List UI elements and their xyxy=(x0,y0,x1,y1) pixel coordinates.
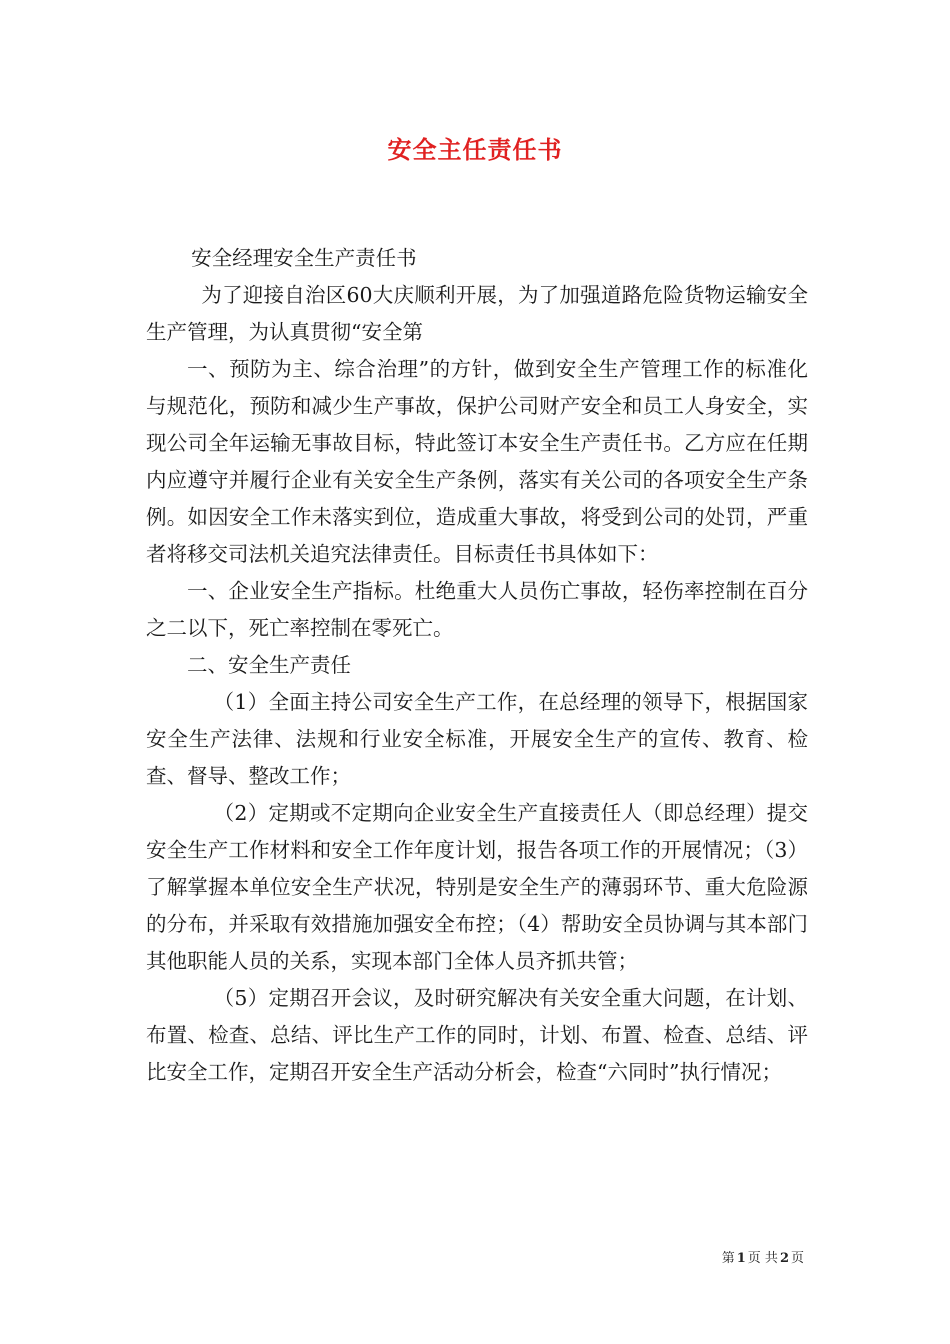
paragraph-item-1: （1）全面主持公司安全生产工作，在总经理的领导下，根据国家安全生产法律、法规和行业安全标准，开展安全生产的宣传、教育、检查、督导、整改工作； xyxy=(146,690,808,788)
paragraph-indicators: 一、企业安全生产指标。杜绝重大人员伤亡事故，轻伤率控制在百分之二以下，死亡率控制在零死亡。 xyxy=(146,579,808,640)
document-title: 安全主任责任书 xyxy=(387,135,563,164)
paragraph-intro: 为了迎接自治区60大庆顺利开展，为了加强道路危险货物运输安全生产管理，为认真贯彻“安全第 xyxy=(146,283,808,344)
paragraph-responsibility-heading: 二、安全生产责任 xyxy=(187,653,351,677)
footer-current-page: 1 xyxy=(736,1251,746,1266)
paragraph-item-5: （5）定期召开会议，及时研究解决有关安全重大问题，在计划、布置、检查、总结、评比生产工作的同时，计划、布置、检查、总结、评比安全工作，定期召开安全生产活动分析会，检查“六同时”执行情况； xyxy=(146,986,808,1084)
paragraph-heading: 安全经理安全生产责任书 xyxy=(191,246,417,270)
page-number-footer xyxy=(722,1247,804,1266)
footer-total-pages: 2 xyxy=(779,1251,789,1266)
paragraph-item-2-4: （2）定期或不定期向企业安全生产直接责任人（即总经理）提交安全生产工作材料和安全工作年度计划，报告各项工作的开展情况；（3）了解掌握本单位安全生产状况，特别是安全生产的薄弱环节、重大危险源的分布，并采取有效措施加强安全布控；（4）帮助安全员协调与其本部门其他职能人员的关系，实现本部门全体人员齐抓共管； xyxy=(146,801,808,973)
document-body xyxy=(146,240,808,1091)
paragraph-policy: 一、预防为主、综合治理”的方针，做到安全生产管理工作的标准化与规范化，预防和减少生产事故，保护公司财产安全和员工人身安全，实现公司全年运输无事故目标，特此签订本安全生产责任书。乙方应在任期内应遵守并履行企业有关安全生产条例，落实有关公司的各项安全生产条例。如因安全工作未落实到位，造成重大事故，将受到公司的处罚，严重者将移交司法机关追究法律责任。目标责任书具体如下： xyxy=(146,357,808,566)
footer-suffix: 页 xyxy=(790,1251,804,1266)
footer-prefix: 第 xyxy=(721,1251,735,1266)
footer-middle: 页 共 xyxy=(747,1251,778,1266)
